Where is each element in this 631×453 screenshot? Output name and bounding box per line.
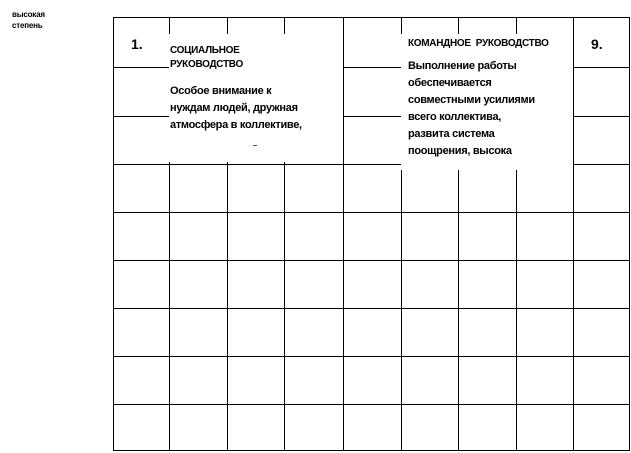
grid-vline	[343, 18, 344, 450]
grid-vline	[573, 18, 574, 450]
grid-hline	[114, 356, 629, 357]
y-axis-label-line-2: степень	[12, 21, 43, 30]
truncation-mark	[253, 145, 257, 146]
social-management-title: СОЦИАЛЬНОЕ РУКОВОДСТВО	[170, 45, 243, 70]
grid-hline	[114, 212, 629, 213]
team-management-description: Выполнение работы обеспечивается совместными усилиями всего коллектива, развита система поощрения, высока	[408, 60, 535, 157]
cell-number-9: 9.	[591, 36, 603, 52]
team-management-title: КОМАНДНОЕ РУКОВОДСТВО	[408, 38, 549, 49]
social-management-description: Особое внимание к нуждам людей, дружная атмосфера в коллективе,	[170, 85, 302, 131]
y-axis-label	[12, 9, 45, 31]
y-axis-label-line-1: высокая	[12, 10, 45, 19]
grid-hline	[114, 404, 629, 405]
grid-hline	[114, 260, 629, 261]
grid-hline	[114, 308, 629, 309]
management-grid	[113, 17, 630, 451]
cell-number-1: 1.	[131, 36, 143, 52]
